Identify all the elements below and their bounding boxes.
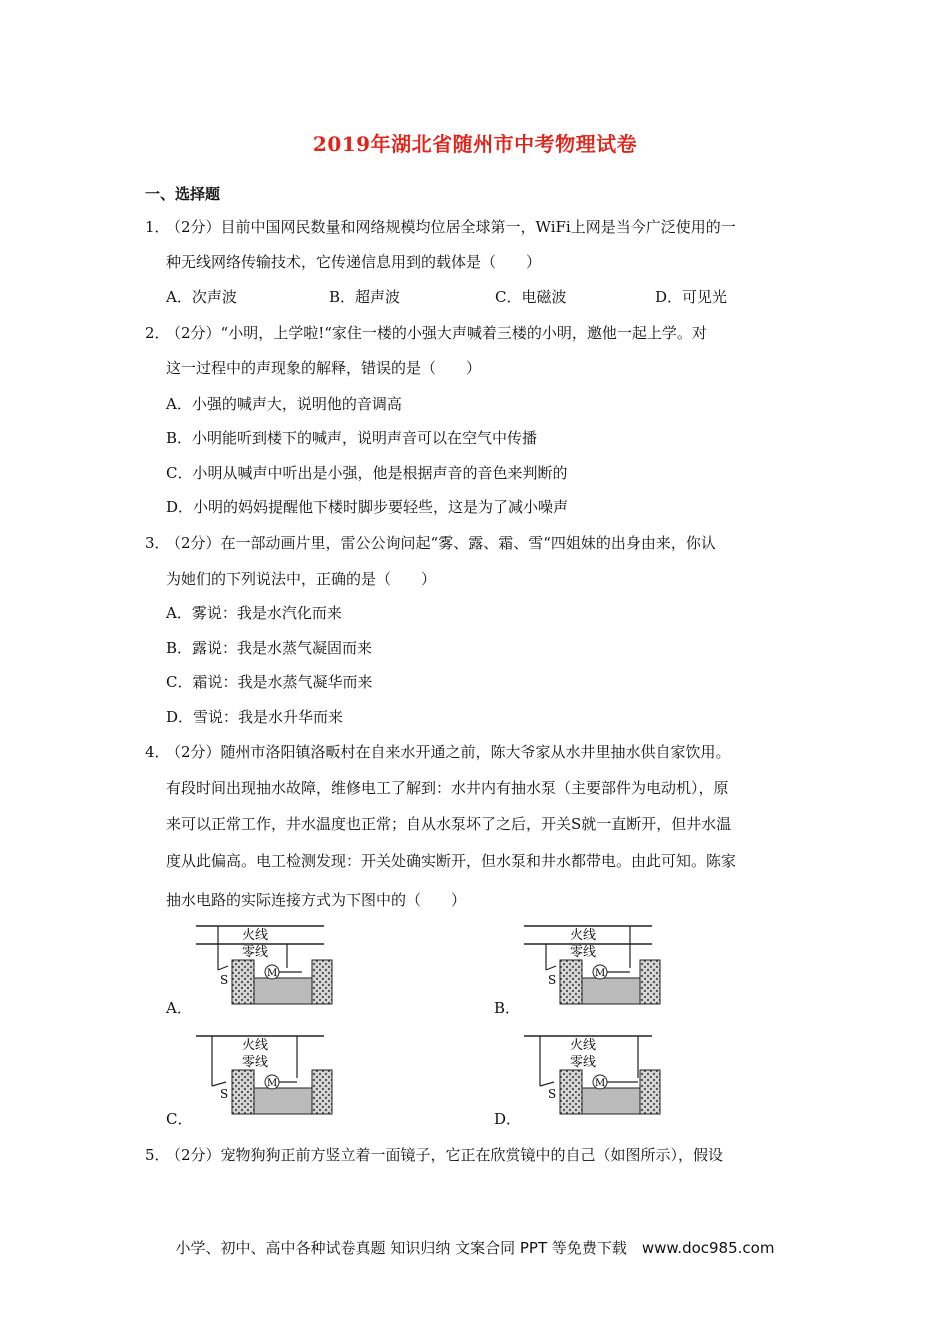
q4-line-5: 抽水电路的实际连接方式为下图中的（ ） [166, 891, 467, 909]
q4-line-2: 有段时间出现抽水故障，维修电工了解到：水井内有抽水泵（主要部件为电动机），原 [166, 779, 729, 797]
q3-line-1: （2分）在一部动画片里，雷公公询问起“雾、露、霜、雪“四姐妹的出身由来，你认 [166, 534, 716, 552]
neutral-wire-label: 零线 [242, 1055, 269, 1070]
circuit-diagram-a [192, 920, 337, 1012]
q5-number: 5． [145, 1146, 170, 1164]
q4-line-4: 度从此偏高。电工检测发现：开关处确实断开，但水泵和井水都带电。由此可知。陈家 [166, 852, 737, 870]
q2-line-1: （2分）“小明，上学啦!“家住一楼的小强大声喊着三楼的小明，邀他一起上学。对 [166, 324, 707, 342]
q1-option-d: D．可见光 [655, 288, 728, 306]
live-wire-label: 火线 [570, 1038, 597, 1053]
q2-option-a: A．小强的喊声大，说明他的音调高 [166, 395, 402, 413]
circuit-diagram-b [520, 920, 665, 1012]
q2-line-2: 这一过程中的声现象的解释，错误的是（ ） [166, 359, 482, 377]
neutral-wire-label: 零线 [570, 945, 597, 960]
q1-line-1: （2分）目前中国网民数量和网络规模均位居全球第一，WiFi上网是当今广泛使用的一 [166, 218, 736, 236]
q2-number: 2． [145, 324, 170, 342]
motor-label: M [595, 1078, 606, 1089]
circuit-diagram-c [192, 1030, 337, 1122]
section-title: 一、选择题 [145, 185, 221, 203]
q1-option-b: B．超声波 [329, 288, 401, 306]
q3-line-2: 为她们的下列说法中，正确的是（ ） [166, 570, 437, 588]
q2-option-b: B．小明能听到楼下的喊声，说明声音可以在空气中传播 [166, 429, 538, 447]
live-wire-label: 火线 [570, 928, 597, 943]
q4-option-c-label: C． [166, 1110, 193, 1128]
q1-number: 1． [145, 218, 170, 236]
switch-label: S [220, 1087, 229, 1101]
q1-line-2: 种无线网络传输技术，它传递信息用到的载体是（ ） [166, 253, 542, 271]
q5-line-1: （2分）宠物狗狗正前方竖立着一面镜子，它正在欣赏镜中的自己（如图所示），假设 [166, 1146, 724, 1164]
q2-option-c: C．小明从喊声中听出是小强，他是根据声音的音色来判断的 [166, 464, 568, 482]
neutral-wire-label: 零线 [570, 1055, 597, 1070]
q3-option-d: D．雪说：我是水升华而来 [166, 708, 344, 726]
q4-line-3: 来可以正常工作，井水温度也正常；自从水泵坏了之后，开关S就一直断开，但井水温 [166, 815, 732, 833]
motor-label: M [267, 968, 278, 979]
q4-option-b-label: B． [494, 999, 521, 1017]
live-wire-label: 火线 [242, 1038, 269, 1053]
switch-label: S [220, 973, 229, 987]
q3-option-a: A．雾说：我是水汽化而来 [166, 604, 342, 622]
switch-label: S [548, 973, 557, 987]
live-wire-label: 火线 [242, 928, 269, 943]
q4-line-1: （2分）随州市洛阳镇洛畈村在自来水开通之前，陈大爷家从水井里抽水供自家饮用。 [166, 743, 731, 761]
motor-label: M [595, 968, 606, 979]
q4-option-a-label: A． [166, 999, 192, 1017]
switch-label: S [548, 1087, 557, 1101]
page-footer: 小学、初中、高中各种试卷真题 知识归纳 文案合同 PPT 等免费下载 www.doc985.com [175, 1239, 775, 1257]
circuit-diagram-d [520, 1030, 665, 1122]
q3-option-b: B．露说：我是水蒸气凝固而来 [166, 639, 373, 657]
q3-number: 3． [145, 534, 170, 552]
q2-option-d: D．小明的妈妈提醒他下楼时脚步要轻些，这是为了减小噪声 [166, 498, 569, 516]
q3-option-c: C．霜说：我是水蒸气凝华而来 [166, 673, 373, 691]
q1-option-c: C．电磁波 [495, 288, 567, 306]
q4-number: 4． [145, 743, 170, 761]
q4-option-d-label: D． [494, 1110, 522, 1128]
q1-option-a: A．次声波 [166, 288, 237, 306]
page-title: 2019年湖北省随州市中考物理试卷 [312, 132, 638, 156]
motor-label: M [267, 1078, 278, 1089]
neutral-wire-label: 零线 [242, 945, 269, 960]
